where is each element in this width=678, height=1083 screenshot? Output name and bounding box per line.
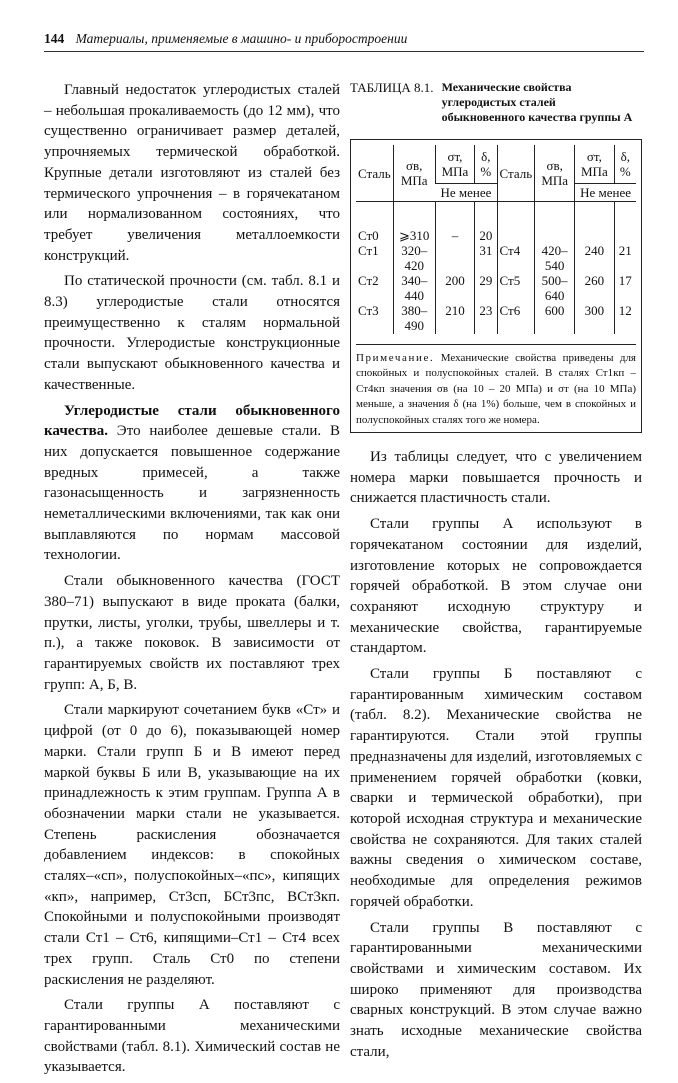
paragraph-text: Это наиболее дешевые стали. В них допускается повышенное содержание вредных примесей, а также газонасыщенность и загрязненность неметаллическими включениями, так как они выплавляются по нормам массовой технологии. bbox=[44, 423, 340, 564]
paragraph: Стали группы А поставляют с гарантированными механическими свойствами (табл. 8.1). Химический состав не указывается. bbox=[44, 997, 340, 1076]
paragraph: По статической прочности (см. табл. 8.1 и 8.3) углеродистые стали относятся преимущественно к сталям нормальной прочности. Углеродистые конструкционные стали выпускают обыкновенного качества и качественные. bbox=[44, 273, 340, 393]
col-header-sigma-b: σв, МПа bbox=[535, 145, 575, 202]
table-label: ТАБЛИЦА 8.1. bbox=[350, 80, 434, 95]
right-column bbox=[350, 80, 642, 1067]
table-caption bbox=[350, 80, 642, 125]
col-header-sigma-t: σт, МПа bbox=[435, 145, 474, 184]
col-header-steel: Сталь bbox=[497, 145, 535, 202]
left-column bbox=[44, 80, 340, 1083]
cell-delta: 20 31 29 23 bbox=[475, 202, 497, 335]
mechanical-properties-table bbox=[356, 145, 636, 334]
paragraph: Из таблицы следует, что с увеличением номера марки повышается прочность и снижается пластичность стали. bbox=[350, 449, 642, 507]
cell-steel-grades: Ст4 Ст5 Ст6 bbox=[497, 202, 535, 335]
paragraph: Стали группы В поставляют с гарантированными механическими свойствами и химическим составом. Их широко применяют для производства сварных конструкций. В этом случае важно знать исходные механические свойства стали, bbox=[350, 919, 642, 1060]
header-not-less: Не менее bbox=[435, 184, 497, 202]
col-header-delta: δ, % bbox=[475, 145, 497, 184]
page-number: 144 bbox=[44, 31, 65, 46]
paragraph bbox=[44, 401, 340, 567]
table-note bbox=[356, 344, 636, 428]
col-header-steel: Сталь bbox=[356, 145, 393, 202]
col-header-sigma-t: σт, МПа bbox=[575, 145, 614, 184]
paragraph: Стали обыкновенного качества (ГОСТ 380–71) выпускают в виде проката (балки, прутки, листы, уголки, трубы, швеллеры и т. п.), а также поковок. В зависимости от гарантируемых свойств их поставляют трех групп: А, Б, В. bbox=[44, 573, 340, 693]
cell-sigma-t: – 200 210 bbox=[435, 202, 474, 335]
note-lead: Примечание. bbox=[356, 352, 435, 364]
paragraph: Главный недостаток углеродистых сталей – небольшая прокаливаемость (до 12 мм), что существенно ограничивает размер деталей, упрочняемых термической обработкой. Крупные детали изготовляют из сталей без термического упрочнения – в горячекатаном или нормализованном состояниях, что требует увеличения металлоемкости конструкций. bbox=[44, 82, 340, 264]
paragraph: Стали группы Б поставляют с гарантированным химическим составом (табл. 8.2). Механические свойства не гарантируются. Стали этой группы предназначены для изделий, изготовляемых с применением горячей обработки (ковки, сварки и термической обработки), при которой исходная структура и механические свойства не сохраняются. Для таких сталей важны сведения о химическом составе, необходимые для определения режимов горячей обработки. bbox=[350, 666, 642, 910]
paragraph: Стали группы А используют в горячекатаном состоянии для изделий, изготовление которых не сопровождается горячей обработкой. В этом случае они сохраняют исходную структуру и механические свойства, гарантируемые стандартом. bbox=[350, 516, 642, 657]
header-not-less: Не менее bbox=[575, 184, 636, 202]
table-row bbox=[356, 202, 636, 335]
running-title: Материалы, применяемые в машино- и приборостроении bbox=[75, 31, 408, 46]
cell-steel-grades: Ст0 Ст1 Ст2 Ст3 bbox=[358, 228, 379, 318]
col-header-sigma-b: σв, МПа bbox=[393, 145, 435, 202]
cell-sigma-b: ⩾310 320– 420 340– 440 380– 490 bbox=[393, 202, 435, 335]
running-header bbox=[44, 30, 644, 52]
note-text: Механические свойства приведены для спокойных и полуспокойных сталей. В сталях Ст1кп – Ст4кп значения σв (на 10 – 20 МПа) и σт (на 10 МПа) меньше, а значения δ (на 1%) больше, чем в спокойных и полуспокойных сталях того же номера. bbox=[356, 352, 636, 426]
cell-delta: 21 17 12 bbox=[614, 202, 636, 335]
table-title: Механические свойства углеродистых сталей обыкновенного качества группы А bbox=[441, 80, 633, 124]
cell-sigma-t: 240 260 300 bbox=[575, 202, 614, 335]
cell-sigma-b: 420– 540 500– 640 600 bbox=[535, 202, 575, 335]
col-header-delta: δ, % bbox=[614, 145, 636, 184]
paragraph: Стали маркируют сочетанием букв «Ст» и цифрой (от 0 до 6), показывающей номер марки. Стали групп Б и В имеют перед маркой буквы Б или В, указывающие на их принадлежность к этим группам. Группа А в обозначении марки стали не указывается. Степень раскисления обозначается добавлением индексов: в спокойных сталях–«сп», полуспокойных–«пс», кипящих «кп», например, Ст3сп, БСт3пс, ВСт3кп. Спокойными и полуспокойными производят стали Ст1 – Ст6, кипящими–Ст1 – Ст4 всех трех групп. Сталь Ст0 по степени раскисления не разделяют. bbox=[44, 702, 340, 988]
section-heading: Углеродистые стали обыкновенного качества. bbox=[44, 402, 340, 440]
table-box bbox=[350, 139, 642, 433]
